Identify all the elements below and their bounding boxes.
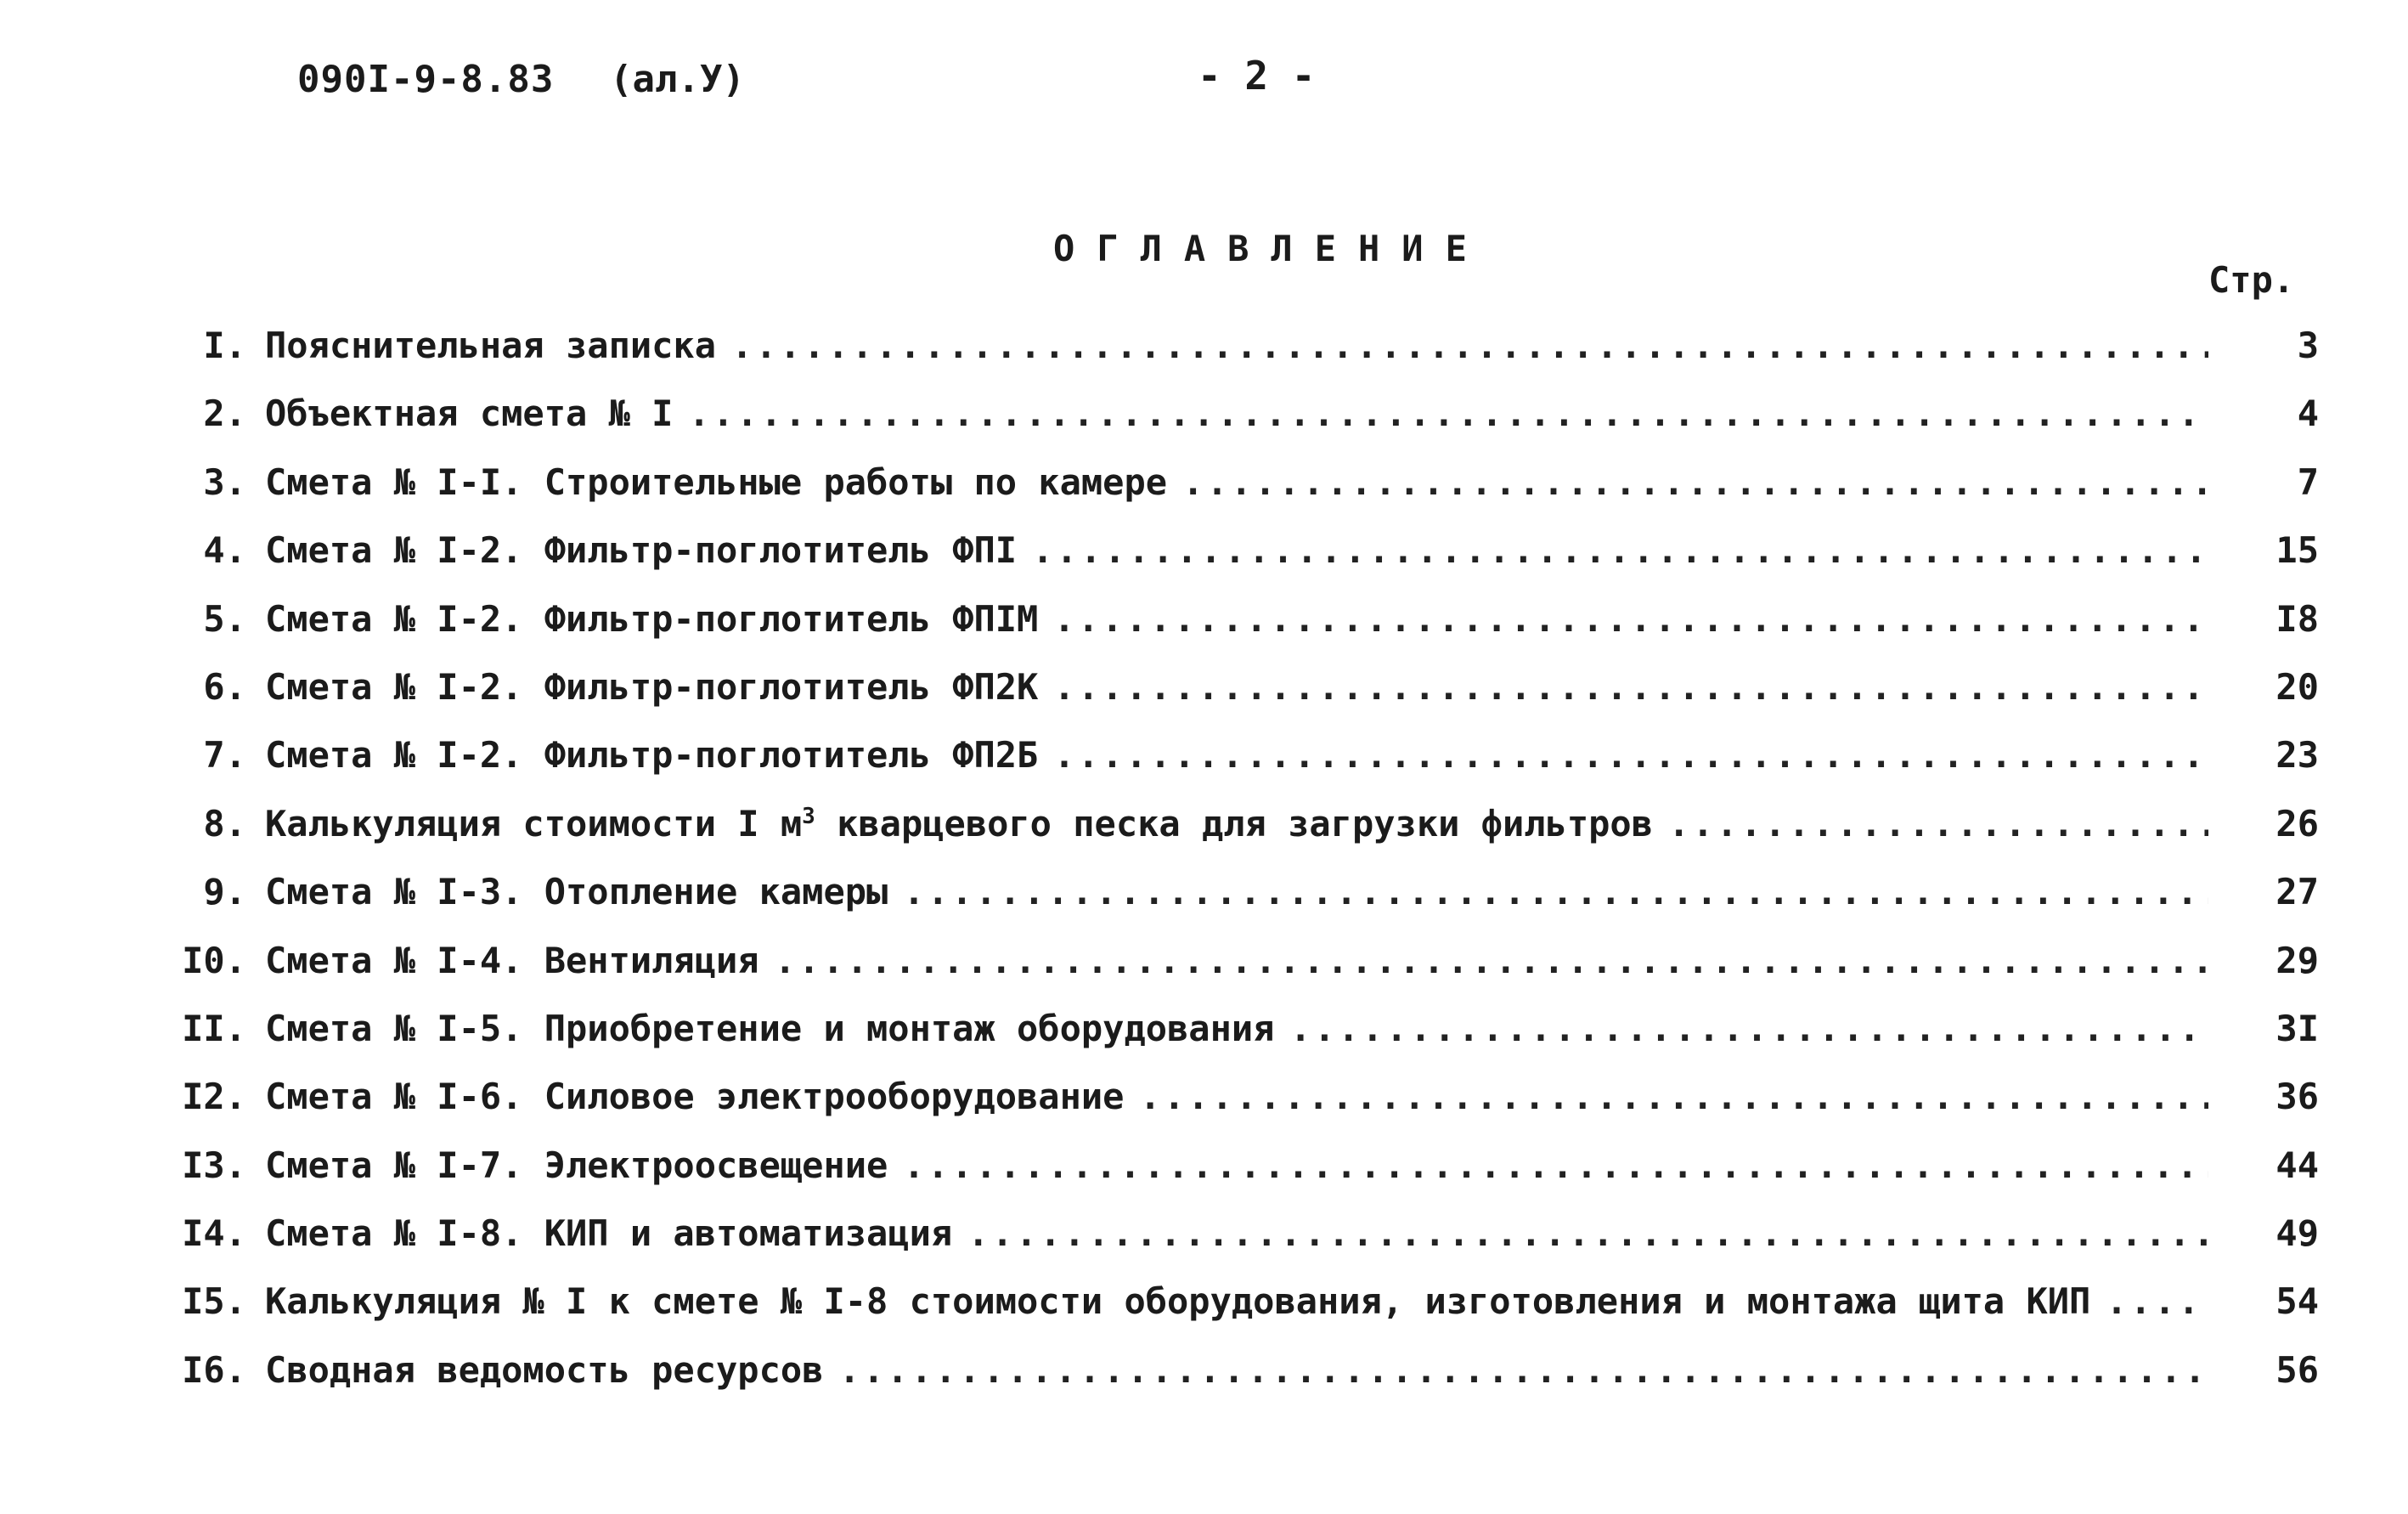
dot-leader: [775, 940, 2208, 981]
toc-item: [170, 529, 2319, 597]
dot-leader: [903, 871, 2208, 912]
toc-item-number: I6.: [182, 1348, 246, 1391]
toc-item-page: 23: [2275, 734, 2319, 777]
toc-item: [170, 940, 2319, 1008]
toc-item-number: 9.: [203, 871, 246, 913]
toc-item-number: I.: [203, 325, 246, 366]
toc-item-number: I3.: [182, 1144, 246, 1186]
toc-item-title-part: кварцевого песка для загрузки фильтров: [815, 802, 1653, 845]
toc-item: [170, 734, 2319, 802]
toc-item-page: 49: [2275, 1212, 2319, 1255]
superscript-cubed: 3: [802, 803, 815, 829]
toc-item-page: 15: [2275, 529, 2319, 572]
dot-leader: [838, 1349, 2208, 1391]
dot-leader: [1053, 734, 2208, 776]
dot-leader: [731, 325, 2208, 366]
toc-item-page: 7: [2297, 460, 2319, 503]
toc-item-number: 5.: [203, 597, 246, 640]
toc-item-number: 3.: [203, 460, 246, 503]
toc-item-number: 7.: [203, 734, 246, 777]
toc-item: [170, 871, 2319, 939]
toc-item-title: Смета № I-3. Отопление камеры: [265, 871, 888, 913]
dot-leader: [903, 1144, 2208, 1186]
toc-item-title: Сводная ведомость ресурсов: [265, 1348, 824, 1391]
toc-title: ОГЛАВЛЕНИЕ: [1053, 228, 1489, 269]
album-number: (ал.У): [610, 58, 745, 101]
toc-item-page: 3: [2297, 325, 2319, 366]
toc-item-number: 2.: [203, 393, 246, 435]
toc-item-number: I0.: [182, 939, 246, 981]
toc-item-title: Пояснительная записка: [265, 325, 717, 366]
dot-leader: [1053, 598, 2208, 640]
toc-item: [170, 803, 2319, 871]
toc-item-number: 4.: [203, 529, 246, 572]
dot-leader: [1182, 461, 2208, 503]
document-code: 090I-9-8.83: [297, 58, 555, 101]
toc-item: [170, 461, 2319, 529]
toc-item-page: 29: [2275, 939, 2319, 981]
page-column-header: Стр.: [2208, 259, 2295, 301]
dot-leader: [967, 1212, 2208, 1254]
toc-item-number: II.: [182, 1007, 246, 1049]
dot-leader: [688, 393, 2208, 434]
toc-item-page: 20: [2275, 665, 2319, 708]
toc-item: [170, 1076, 2319, 1144]
toc-item: [170, 1280, 2319, 1348]
toc-item-page: 54: [2275, 1280, 2319, 1323]
toc-item-number: 6.: [203, 665, 246, 708]
toc-item: [170, 1008, 2319, 1076]
toc-item: [170, 598, 2319, 666]
toc-item-page: 3I: [2275, 1007, 2319, 1049]
toc-item-title: Смета № I-4. Вентиляция: [265, 939, 759, 981]
toc-item-title: [265, 803, 1653, 845]
toc-item-title-part: Калькуляция стоимости I м: [265, 802, 803, 845]
toc-list: [170, 325, 2319, 1417]
toc-item-title: Объектная смета № I: [265, 393, 674, 435]
toc-item: [170, 1212, 2319, 1280]
toc-item-title: Смета № I-2. Фильтр-поглотитель ФП2Б: [265, 734, 1039, 777]
toc-item: [170, 325, 2319, 393]
toc-item-number: I2.: [182, 1076, 246, 1118]
toc-item-title: Смета № I-2. Фильтр-поглотитель ФПIМ: [265, 597, 1039, 640]
toc-item-title: Смета № I-2. Фильтр-поглотитель ФП2К: [265, 665, 1039, 708]
dot-leader: [2106, 1280, 2208, 1322]
toc-item-page: 27: [2275, 871, 2319, 913]
toc-item-title: Смета № I-8. КИП и автоматизация: [265, 1212, 953, 1255]
toc-item: [170, 393, 2319, 460]
dot-leader: [1032, 529, 2208, 571]
toc-item: [170, 666, 2319, 734]
toc-item-page: 44: [2275, 1144, 2319, 1186]
dot-leader: [1053, 666, 2208, 708]
toc-item-title: Смета № I-7. Электроосвещение: [265, 1144, 888, 1186]
toc-item-page: 4: [2297, 393, 2319, 435]
toc-item-title: Калькуляция № I к смете № I-8 стоимости оборудования, изготовления и монтажа щита КИП: [265, 1280, 2091, 1323]
toc-item: [170, 1349, 2319, 1417]
dot-leader: [1289, 1008, 2208, 1049]
toc-item-page: 56: [2275, 1348, 2319, 1391]
toc-item-title: Смета № I-6. Силовое электрооборудование: [265, 1076, 1125, 1118]
toc-item-title: Смета № I-5. Приобретение и монтаж оборудования: [265, 1007, 1275, 1049]
toc-item-number: 8.: [203, 802, 246, 845]
toc-item-page: 36: [2275, 1076, 2319, 1118]
toc-item-number: I4.: [182, 1212, 246, 1255]
toc-item-number: I5.: [182, 1280, 246, 1323]
page-number: - 2 -: [1198, 53, 1316, 99]
toc-item-title: Смета № I-I. Строительные работы по камере: [265, 460, 1168, 503]
toc-item-page: 26: [2275, 802, 2319, 845]
dot-leader: [1139, 1076, 2208, 1117]
dot-leader: [1668, 803, 2208, 845]
toc-item-page: I8: [2275, 597, 2319, 640]
toc-item: [170, 1144, 2319, 1212]
toc-item-title: Смета № I-2. Фильтр-поглотитель ФПI: [265, 529, 1018, 572]
